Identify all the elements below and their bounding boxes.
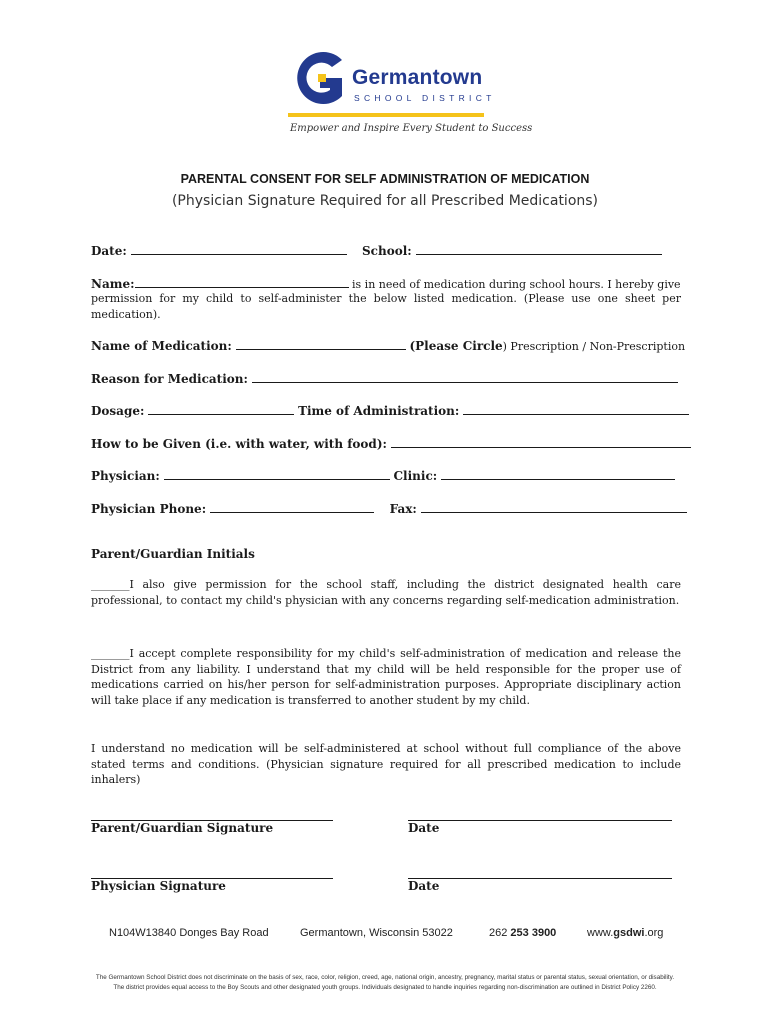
school-field <box>362 243 662 258</box>
reason-input[interactable] <box>252 371 678 383</box>
name-continuation: permission for my child to self-administer the below listed medication. (Please use one sheet per medication). <box>91 292 681 321</box>
reason-label: Reason for Medication: <box>91 372 248 386</box>
medication-field <box>91 338 685 353</box>
clinic-input[interactable] <box>441 468 675 480</box>
name-text: is in need of medication during school hours. I hereby give <box>348 278 681 291</box>
clinic-label: Clinic: <box>393 469 438 483</box>
how-given-field <box>91 436 691 451</box>
date-field <box>91 243 347 258</box>
footer-web-suffix: .org <box>644 927 664 939</box>
parent-signature-label: Parent/Guardian Signature <box>91 821 274 835</box>
initials-text-1: I also give permission for the school staff, including the district designated health care professional, to contact my child's physician with any concerns regarding self-medication administration. <box>91 578 681 607</box>
date-label: Date: <box>91 244 127 258</box>
initials-blank-1[interactable]: _______ <box>91 578 130 591</box>
dosage-label: Dosage: <box>91 404 145 418</box>
footer-phone-area: 262 <box>489 927 508 939</box>
how-given-label: How to be Given (i.e. with water, with food): <box>91 437 387 451</box>
phone-input[interactable] <box>210 501 374 513</box>
name-label: Name: <box>91 277 135 291</box>
physician-field <box>91 468 675 483</box>
medication-input[interactable] <box>236 338 406 350</box>
physician-signature-label: Physician Signature <box>91 879 226 893</box>
fax-label: Fax: <box>389 502 417 516</box>
footer-phone <box>489 927 556 939</box>
physician-date-line[interactable] <box>408 878 672 879</box>
physician-input[interactable] <box>164 468 390 480</box>
logo-subtitle: SCHOOL DISTRICT <box>354 93 496 103</box>
tagline: Empower and Inspire Every Student to Success <box>290 123 533 134</box>
phone-label: Physician Phone: <box>91 502 207 516</box>
name-input[interactable] <box>135 276 349 288</box>
physician-date-label: Date <box>408 879 440 893</box>
phone-field <box>91 501 687 516</box>
district-logo-icon <box>288 50 348 106</box>
initials-paragraph-2 <box>91 646 681 708</box>
time-input[interactable] <box>463 403 689 415</box>
compliance-statement: I understand no medication will be self-administered at school without full compliance of the above stated terms and conditions. (Physician signature required for all prescribed medication to include inhalers) <box>91 742 681 786</box>
initials-paragraph-1 <box>91 577 681 608</box>
medication-label: Name of Medication: <box>91 339 232 353</box>
how-given-input[interactable] <box>391 436 691 448</box>
dosage-input[interactable] <box>148 403 294 415</box>
time-label: Time of Administration: <box>298 404 460 418</box>
physician-label: Physician: <box>91 469 160 483</box>
footer-web-prefix: www. <box>587 927 614 939</box>
fax-input[interactable] <box>421 501 687 513</box>
footer-city: Germantown, Wisconsin 53022 <box>300 927 453 939</box>
footer-web-domain: gsdwi <box>613 927 645 939</box>
reason-field <box>91 371 678 386</box>
parent-date-label: Date <box>408 821 440 835</box>
footer-website[interactable] <box>587 927 663 939</box>
initials-heading: Parent/Guardian Initials <box>91 547 255 561</box>
parent-date-line[interactable] <box>408 820 672 821</box>
logo-name: Germantown <box>352 66 483 89</box>
notice-line-2: The district provides equal access to the Boy Scouts and other designated youth groups. Individuals designated to handle inquiries regarding non-discrimination are outlined in District Policy 2260. <box>113 984 657 991</box>
form-title: PARENTAL CONSENT FOR SELF ADMINISTRATION OF MEDICATION <box>180 172 590 186</box>
non-discrimination-notice <box>0 973 770 993</box>
initials-text-2: I accept complete responsibility for my child's self-administration of medication and release the District from any liability. I understand that my child will be held responsible for the proper use of medications carried on his/her person for self-administration purposes. Appropriate disciplinary action will take place if any medication is transferred to another student by my child. <box>91 647 681 707</box>
circle-label: (Please Circle <box>409 339 503 353</box>
prescription-options[interactable]: ) Prescription / Non-Prescription <box>502 340 686 353</box>
date-input[interactable] <box>131 243 347 255</box>
dosage-field <box>91 403 689 418</box>
notice-line-1: The Germantown School District does not discriminate on the basis of sex, race, color, religion, creed, age, national origin, ancestry, pregnancy, marital status or parental status, sexual orientation, or disability. <box>95 974 675 981</box>
footer-phone-number: 253 3900 <box>510 927 557 939</box>
name-field <box>91 276 681 291</box>
initials-blank-2[interactable]: _______ <box>91 647 130 660</box>
footer-address: N104W13840 Donges Bay Road <box>109 927 269 939</box>
school-label: School: <box>362 244 412 258</box>
school-input[interactable] <box>416 243 662 255</box>
form-subtitle: (Physician Signature Required for all Prescribed Medications) <box>171 193 599 209</box>
logo-accent-bar <box>288 113 484 117</box>
